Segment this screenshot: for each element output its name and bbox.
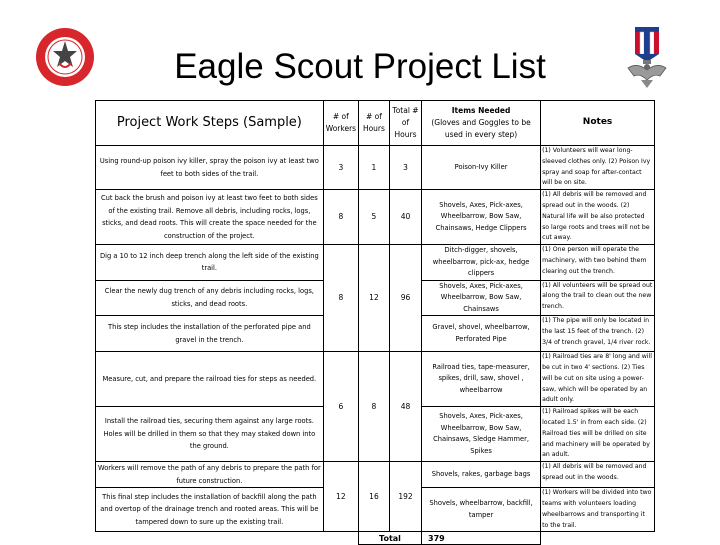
- workers-cell: 3: [323, 146, 358, 190]
- header-items: [422, 101, 541, 146]
- table-row: [96, 462, 655, 488]
- step-cell: Cut back the brush and poison ivy at least two feet to both sides of the existing trail. Remove all debris, including rocks, logs, sticks, and dead roots. This will create the space needed for the construction of the project.: [96, 190, 324, 245]
- header-notes: Notes: [541, 101, 655, 146]
- hours-cell: 1: [358, 146, 389, 190]
- header-row: [96, 101, 655, 146]
- total-hours-cell: 3: [389, 146, 421, 190]
- notes-cell: (1) One person will operate the machinery, with two behind them clearing out the trench.: [541, 245, 655, 281]
- step-cell: Measure, cut, and prepare the railroad ties for steps as needed.: [96, 352, 324, 407]
- notes-cell: (1) All volunteers will be spread out along the trail to clean out the new trench.: [541, 280, 655, 316]
- page-title: Eagle Scout Project List: [174, 47, 546, 86]
- table-row: [96, 190, 655, 245]
- total-hours-cell: 40: [389, 190, 421, 245]
- total-spacer: [541, 532, 655, 545]
- items-cell: Poison-Ivy Killer: [422, 146, 541, 190]
- hours-cell: 5: [358, 190, 389, 245]
- items-cell: Shovels, Axes, Pick-axes, Wheelbarrow, Bow Saw, Chainsaws, Hedge Clippers: [422, 190, 541, 245]
- notes-cell: (1) All debris will be removed and spread out in the woods. (2) Natural life will be also protected so large roots and trees will not be cut away.: [541, 190, 655, 245]
- hours-cell: 8: [358, 352, 389, 462]
- step-cell: Workers will remove the path of any debris to prepare the path for future construction.: [96, 462, 324, 488]
- total-value: 379: [422, 532, 541, 545]
- eagle-scout-seal-logo: [35, 27, 95, 87]
- total-hours-cell: 48: [389, 352, 421, 462]
- workers-cell: 8: [323, 190, 358, 245]
- eagle-medal-icon: [626, 26, 668, 90]
- total-label: Total: [358, 532, 421, 545]
- step-cell: Install the railroad ties, securing them against any large roots. Holes will be drilled in them so that they may staked down into the ground.: [96, 407, 324, 462]
- notes-cell: (1) Volunteers will wear long-sleeved clothes only. (2) Poison Ivy spray and soap for after-contact will be on site.: [541, 146, 655, 190]
- table-row: [96, 352, 655, 407]
- step-cell: Using round-up poison ivy killer, spray the poison ivy at least two feet to both sides of the trail.: [96, 146, 324, 190]
- items-cell: Railroad ties, tape-measurer, spikes, drill, saw, shovel , wheelbarrow: [422, 352, 541, 407]
- notes-cell: (1) Railroad spikes will be each located 1.5' in from each side. (2) Railroad ties will be drilled on site and machinery will be operated by an adult.: [541, 407, 655, 462]
- items-cell: Shovels, Axes, Pick-axes, Wheelbarrow, Bow Saw, Chainsaws: [422, 280, 541, 316]
- header-items-subtitle: (Gloves and Goggles to be used in every step): [431, 118, 531, 139]
- total-hours-cell: 192: [389, 462, 421, 532]
- workers-cell: 12: [323, 462, 358, 532]
- table-row: [96, 146, 655, 190]
- hours-cell: 12: [358, 245, 389, 352]
- workers-cell: 8: [323, 245, 358, 352]
- step-cell: This step includes the installation of the perforated pipe and gravel in the trench.: [96, 316, 324, 352]
- notes-cell: (1) All debris will be removed and spread out in the woods.: [541, 462, 655, 488]
- project-table: [95, 100, 655, 545]
- total-spacer: [96, 532, 324, 545]
- header-workers: # of Workers: [323, 101, 358, 146]
- notes-cell: (1) Workers will be divided into two teams with volunteers loading wheelbarrows and transporting it to the trail.: [541, 488, 655, 532]
- step-cell: This final step includes the installation of backfill along the path and overtop of the drainage trench and rooted areas. This will be tampered down to sure up the existing trail.: [96, 488, 324, 532]
- hours-cell: 16: [358, 462, 389, 532]
- items-cell: Shovels, Axes, Pick-axes, Wheelbarrow, Bow Saw, Chainsaws, Sledge Hammer, Spikes: [422, 407, 541, 462]
- workers-cell: 6: [323, 352, 358, 462]
- total-row: [96, 532, 655, 545]
- total-spacer: [323, 532, 358, 545]
- items-cell: Shovels, rakes, garbage bags: [422, 462, 541, 488]
- items-cell: Gravel, shovel, wheelbarrow, Perforated Pipe: [422, 316, 541, 352]
- step-cell: Dig a 10 to 12 inch deep trench along the left side of the existing trail.: [96, 245, 324, 281]
- total-hours-cell: 96: [389, 245, 421, 352]
- header-total-hours: Total # of Hours: [389, 101, 421, 146]
- table-row: [96, 245, 655, 281]
- step-cell: Clear the newly dug trench of any debris including rocks, logs, sticks, and dead roots.: [96, 280, 324, 316]
- notes-cell: (1) The pipe will only be located in the last 15 feet of the trench. (2) 3/4 of trench gravel, 1/4 river rock.: [541, 316, 655, 352]
- header-step: Project Work Steps (Sample): [96, 101, 324, 146]
- items-cell: Shovels, wheelbarrow, backfill, tamper: [422, 488, 541, 532]
- notes-cell: (1) Railroad ties are 8' long and will be cut in two 4' sections. (2) Ties will be cut on site using a power-saw, which will be operated by an adult only.: [541, 352, 655, 407]
- header-items-title: Items Needed: [451, 106, 511, 115]
- header-hours: # of Hours: [358, 101, 389, 146]
- items-cell: Ditch-digger, shovels, wheelbarrow, pick-ax, hedge clippers: [422, 245, 541, 281]
